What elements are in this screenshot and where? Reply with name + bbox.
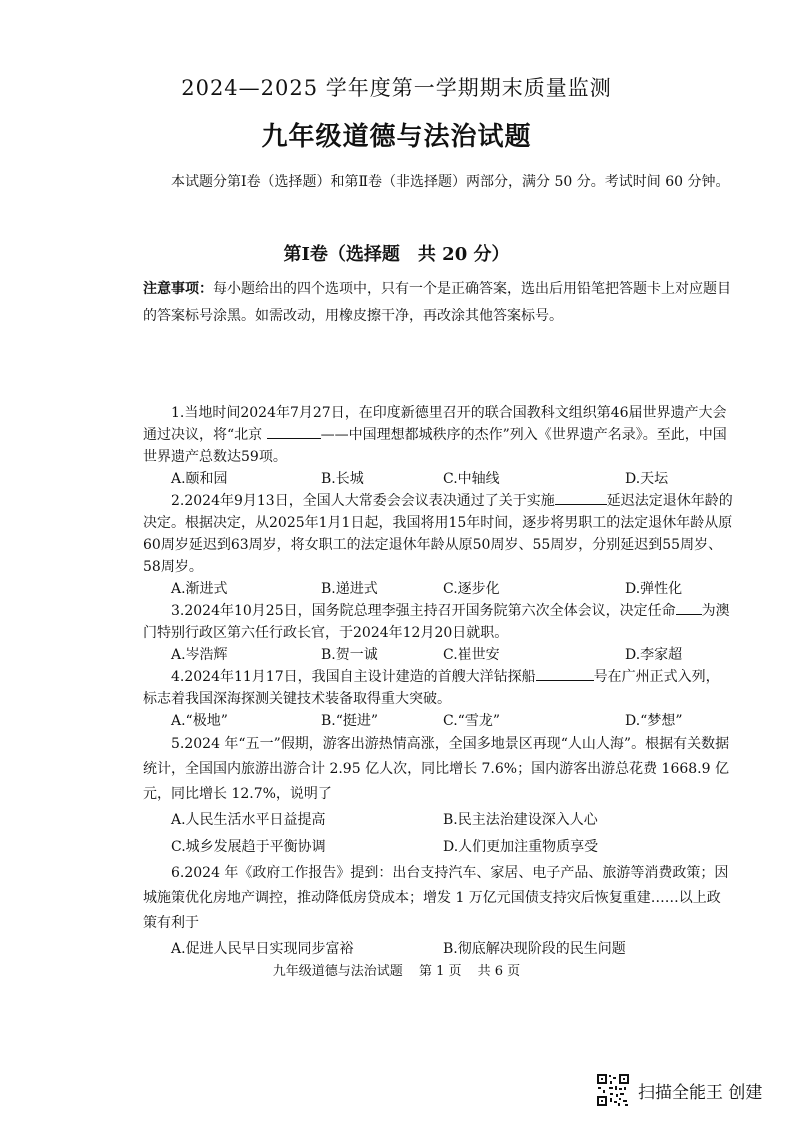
notice [143, 276, 733, 330]
option-a: A.促进人民早日实现同步富裕 [171, 941, 354, 957]
question-stem: 6.2024 年《政府工作报告》提到：出台支持汽车、家居、电子产品、旅游等消费政策；因城施策优化房地产调控，推动降低房贷成本；增发 1 万亿元国债支持灾后恢复重建……以上政策有利于 [143, 865, 729, 931]
qr-code-icon [596, 1073, 630, 1107]
option-d: D.李家超 [625, 647, 683, 663]
question-6 [143, 861, 733, 963]
question-3 [143, 600, 733, 666]
option-row [171, 834, 733, 861]
notice-text: 每小题给出的四个选项中，只有一个是正确答案，选出后用铅笔把答题卡上对应题目的答案标号涂黑。如需改动，用橡皮擦干净，再改涂其他答案标号。 [143, 281, 731, 324]
stem-text: 号在广州正式入列，标志着我国深海探测关键技术装备取得重大突破。 [143, 669, 720, 707]
page-footer [0, 960, 793, 979]
question-stem [143, 600, 733, 644]
stem-text: 1.当地时间2024年7月27日，在印度新德里召开的联合国教科文组织第46届世界遗产大会通过决议，将“北京 [143, 405, 727, 443]
option-d: D.“梦想” [625, 713, 683, 729]
answer-blank [555, 490, 607, 505]
subject-title: 九年级道德与法治试题 [261, 122, 532, 152]
option-a: A.“极地” [171, 713, 228, 729]
option-row [171, 644, 733, 666]
option-c: C.城乡发展趋于平衡协调 [171, 839, 326, 855]
answer-blank [267, 424, 321, 439]
question-stem [143, 666, 733, 710]
option-a: A.岑浩辉 [171, 647, 228, 663]
option-c: C.逐步化 [443, 581, 500, 597]
footer-subject: 九年级道德与法治试题 [272, 964, 403, 979]
option-b: B.民主法治建设深入人心 [443, 812, 598, 828]
stem-text: 为澳门特别行政区第六任行政长官，于2024年12月20日就职。 [143, 603, 730, 641]
question-4 [143, 666, 733, 732]
question-stem [143, 490, 733, 578]
option-b: B.“挺进” [321, 713, 379, 729]
stem-text: ——中国理想都城秩序的杰作”列入《世界遗产名录》。至此，中国世界遗产总数达59项。 [143, 427, 727, 465]
option-d: D.人们更加注重物质享受 [443, 839, 599, 855]
notice-label: 注意事项： [143, 281, 213, 297]
option-c: C.中轴线 [443, 471, 500, 487]
option-a: A.颐和园 [171, 471, 228, 487]
question-1 [143, 402, 733, 490]
option-row [171, 710, 733, 732]
option-b: B.递进式 [321, 581, 378, 597]
option-c: C.“雪龙” [443, 713, 500, 729]
option-row [171, 578, 733, 600]
footer-page-number: 第 1 页 [418, 964, 462, 979]
stem-text: 3.2024年10月25日，国务院总理李强主持召开国务院第六次全体会议，决定任命 [171, 603, 676, 619]
option-a: A.人民生活水平日益提高 [171, 812, 326, 828]
option-c: C.崔世安 [443, 647, 500, 663]
option-b: B.彻底解决现阶段的民生问题 [443, 941, 626, 957]
stem-text: 延迟法定退休年龄的决定。根据决定，从2025年1月1日起，我国将用15年时间，逐步将男职工的法定退休年龄从原60周岁延迟到63周岁，将女职工的法定退休年龄从原50周岁、55周岁，分别延迟到55周岁、58周岁。 [143, 493, 733, 575]
option-row [171, 936, 733, 963]
scanner-watermark [596, 1072, 762, 1108]
footer-page-total: 共 6 页 [477, 964, 521, 979]
question-5 [143, 732, 733, 861]
exam-intro: 本试题分第Ⅰ卷（选择题）和第Ⅱ卷（非选择题）两部分，满分 50 分。考试时间 60 分钟。 [171, 174, 730, 190]
option-row [171, 807, 733, 834]
option-b: B.长城 [321, 471, 364, 487]
stem-text: 2.2024年9月13日，全国人大常委会会议表决通过了关于实施 [171, 493, 555, 509]
watermark-text: 扫描全能王 创建 [638, 1082, 763, 1103]
answer-blank [676, 600, 702, 615]
option-d: D.天坛 [625, 471, 669, 487]
question-2 [143, 490, 733, 600]
exam-title: 2024—2025 学年度第一学期期末质量监测 [181, 76, 612, 100]
stem-text: 4.2024年11月17日，我国自主设计建造的首艘大洋钻探船 [171, 669, 536, 685]
question-list [143, 402, 733, 963]
answer-blank [536, 666, 594, 681]
question-stem [143, 402, 733, 468]
section-title: 第Ⅰ卷（选择题 共 20 分） [283, 244, 510, 265]
option-b: B.贺一诚 [321, 647, 378, 663]
question-stem: 5.2024 年“五一”假期，游客出游热情高涨，全国多地景区再现“人山人海”。根据有关数据统计，全国国内旅游出游合计 2.95 亿人次，同比增长 7.6%；国内游客出游总花费 1668.9 亿元，同比增长 12.7%，说明了 [143, 736, 730, 802]
option-row [171, 468, 733, 490]
option-a: A.渐进式 [171, 581, 228, 597]
option-d: D.弹性化 [625, 581, 683, 597]
